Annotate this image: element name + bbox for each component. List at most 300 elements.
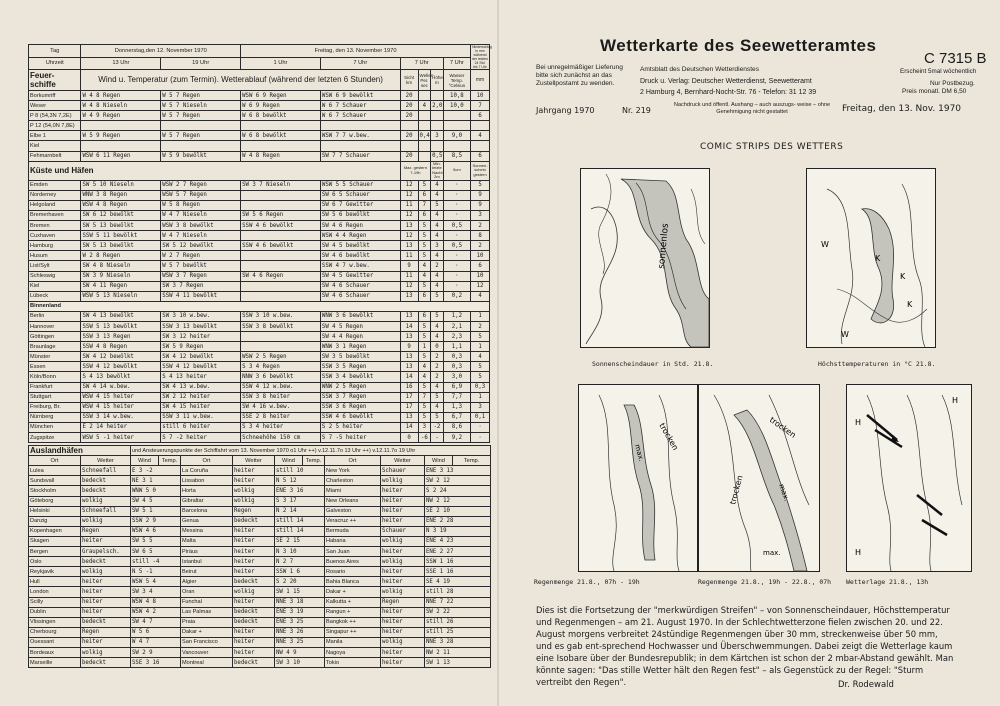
feuer-cell: WSW 7 7 w.bew. [320, 131, 400, 141]
kueste-cell: SW 4 6 Schauer [320, 291, 400, 301]
ausland-wind-temp: E 3 -2 [131, 466, 181, 476]
ausland-ort: San Francisco [181, 637, 233, 647]
kueste-cell: · [443, 261, 470, 271]
binnen-cell: SSW 3 11 w.bew. [161, 412, 241, 422]
ausland-wind-temp: ENE 3 13 [425, 466, 491, 476]
kueste-cell: 5 [418, 221, 431, 231]
map-weather [846, 384, 972, 572]
kueste-cell: SW 6 7 Gewitter [320, 200, 400, 210]
feuer-cell: W 6 8 bewölkt [241, 111, 321, 121]
ausland-ort: Oran [181, 587, 233, 597]
feuer-cell: W 5 7 Regen [161, 111, 241, 121]
ausland-rows [29, 466, 491, 668]
ausland-wind-temp: still -4 [131, 557, 181, 567]
ausland-wetter: heiter [233, 647, 275, 657]
ausland-wetter: heiter [233, 526, 275, 536]
binnen-cell: 9,2 [443, 433, 470, 443]
publication-code: C 7315 B [924, 50, 987, 67]
kueste-cell: SW 5 12 bewölkt [161, 241, 241, 251]
ausland-row [29, 486, 491, 496]
binnen-cell: 0 [431, 342, 444, 352]
binnen-cell: 4 [431, 402, 444, 412]
binnen-cell: 3 [471, 402, 490, 412]
feuer-station: P 12 (54,0N 7,8E) [29, 121, 81, 131]
binnen-row [29, 402, 490, 412]
ausland-wetter: bedeckt [233, 607, 275, 617]
binnen-station: Frankfurt [29, 382, 81, 392]
ausland-ort: Algier [181, 577, 233, 587]
binnen-station: Freiburg, Br. [29, 402, 81, 412]
binnen-cell: SSW 3 6 Regen [320, 402, 400, 412]
binnen-cell: 5 [471, 372, 490, 382]
binnen-cell: S 7 -5 heiter [320, 433, 400, 443]
ausland-ort: Stockholm [29, 486, 81, 496]
kueste-cell: SW 4 6 Schauer [320, 281, 400, 291]
kueste-cell: 6 [418, 190, 431, 200]
ausland-wetter: bedeckt [233, 617, 275, 627]
ausland-wetter: Regen [233, 506, 275, 516]
kueste-cell: SW 3 9 Nieseln [81, 271, 161, 281]
ausland-wetter: heiter [233, 476, 275, 486]
ausland-ort: Istanbul [181, 557, 233, 567]
ausland-wind-temp: W 5 6 [131, 627, 181, 637]
binnen-cell: SW 3 12 heiter [161, 332, 241, 342]
date-1: Donnerstag,den 12. November 1970 [81, 45, 241, 58]
ausland-wind-temp: N 5 12 [275, 476, 325, 486]
ausland-wind-temp: NW 2 11 [425, 647, 491, 657]
kueste-cell: 4 [431, 190, 444, 200]
ausland-row [29, 516, 491, 526]
ausland-ort: Malta [181, 536, 233, 546]
ausland-wetter: heiter [233, 466, 275, 476]
binnen-station: Essen [29, 362, 81, 372]
kueste-cell: SW 4 6 Regen [241, 271, 321, 281]
binnen-cell: 7 [418, 392, 431, 402]
ausland-ort: Oslo [29, 557, 81, 567]
feuer-cell: SW 7 7 Schauer [320, 151, 400, 161]
kueste-station: Emden [29, 180, 81, 190]
ausland-ort: Bahia Blanca [325, 577, 381, 587]
ausland-ort: Lulea [29, 466, 81, 476]
feuer-cell: W 6 8 bewölkt [241, 131, 321, 141]
kueste-cell: 8 [471, 231, 490, 241]
binnen-cell: 9 [400, 342, 418, 352]
ausland-row [29, 476, 491, 486]
ausland-wetter: heiter [81, 536, 131, 546]
feuer-cell [431, 111, 444, 121]
kueste-cell: SW 6 12 bewölkt [81, 210, 161, 220]
binnen-cell: SW 3 10 w.bew. [161, 311, 241, 321]
ausland-wind-temp: ENE 3 16 [275, 486, 325, 496]
ausland-ort: Bergen [29, 547, 81, 557]
ausland-ort: Buenos Aires [325, 557, 381, 567]
ausland-wind-temp: NW 2 12 [425, 496, 491, 506]
binnen-cell: 5 [418, 321, 431, 331]
ausland-row [29, 577, 491, 587]
feuer-station: Weser [29, 101, 81, 111]
feuer-cell: 20 [400, 131, 418, 141]
map-rain-day-svg [579, 385, 697, 571]
binnen-cell: 7,7 [443, 392, 470, 402]
feuer-cell: 20 [400, 91, 418, 101]
ausland-wind-header: Wind [425, 456, 453, 466]
ausland-wetter-header: Wetter [381, 456, 425, 466]
binnen-row [29, 342, 490, 352]
binnen-cell: 6,9 [443, 382, 470, 392]
ausland-ort: Reykjavik [29, 567, 81, 577]
binnen-cell: 13 [400, 362, 418, 372]
binnen-row [29, 372, 490, 382]
binnen-station: Göttingen [29, 332, 81, 342]
binnen-station: München [29, 422, 81, 432]
ausland-wind-temp: SSE 3 16 [131, 658, 181, 668]
ausland-wetter: heiter [381, 617, 425, 627]
ausland-row [29, 567, 491, 577]
ausland-wetter: heiter [233, 567, 275, 577]
ausland-wind-temp: SE 2 10 [425, 506, 491, 516]
map3-max: max. [633, 443, 646, 463]
kueste-cell: SSW 4 6 bewölkt [241, 241, 321, 251]
feuer-cell: WSW 6 9 Regen [241, 91, 321, 101]
ausland-wetter: bedeckt [81, 617, 131, 627]
ausland-subtitle: und Ansteuerungspunkte der Schiffahrt vom 13. November 1970 o1 Uhr ++) v.12.11.7o 13 Uhr ++) v.12.11.7o 19 Uhr [131, 446, 491, 456]
feuer-cell: 10 [471, 91, 490, 101]
binnen-cell: SSW 3 10 w.bew. [241, 311, 321, 321]
kueste-row [29, 291, 490, 301]
feuer-cell: W 4 8 Regen [241, 151, 321, 161]
kueste-cell: 4 [431, 281, 444, 291]
ausland-wind-temp: SW 2 22 [425, 607, 491, 617]
kueste-rows [29, 180, 490, 301]
ausland-ort: Charleston [325, 476, 381, 486]
feuer-cell [161, 141, 241, 151]
ausland-wind-temp: S 2 20 [275, 577, 325, 587]
binnen-cell: SW 4 14 w.bew. [81, 382, 161, 392]
binnen-cell: SSW 4 8 Regen [81, 342, 161, 352]
kueste-cell [241, 251, 321, 261]
binnen-cell: 8,6 [443, 422, 470, 432]
kueste-cell: WSW 5 5 Schauer [320, 180, 400, 190]
binnen-station: Zugspitze [29, 433, 81, 443]
binnen-cell: -2 [431, 422, 444, 432]
ausland-wind-temp: SW 6 5 [131, 547, 181, 557]
ausland-ort: Vlissingen [29, 617, 81, 627]
frequency: Erscheint 5mal wöchentlich [900, 68, 977, 75]
ausland-wind-temp: WSW 4 8 [131, 597, 181, 607]
caption-maxtemp: Höchsttemperaturen in °C 21.8. [818, 360, 936, 368]
ausland-row [29, 627, 491, 637]
kueste-station: Bremerhaven [29, 210, 81, 220]
binnen-station: Köln/Bonn [29, 372, 81, 382]
binnen-cell: SSW 3 8 heiter [241, 392, 321, 402]
kueste-cell: 5 [471, 180, 490, 190]
feuer-cell: W 5 7 Regen [161, 131, 241, 141]
kueste-cell: 4 [431, 231, 444, 241]
svg-text:W: W [821, 240, 829, 249]
time-19: 19 Uhr [161, 57, 241, 70]
ausland-ort: Sundsvall [29, 476, 81, 486]
binnen-cell: SW 4 13 bewölkt [81, 311, 161, 321]
kueste-cell: 4 [418, 261, 431, 271]
kueste-cell: SW 4 6 bewölkt [320, 251, 400, 261]
feuer-cell: W 6 9 Regen [241, 101, 321, 111]
ausland-ort: Barcelona [181, 506, 233, 516]
binnen-cell: SSW 3 14 w.bew. [81, 412, 161, 422]
feuer-cell: WSW 6 11 Regen [81, 151, 161, 161]
ausland-ort: Helsinki [29, 506, 81, 516]
binnen-cell: 4 [431, 332, 444, 342]
feuer-row [29, 101, 490, 111]
map4-max: max. [777, 482, 791, 503]
binnen-row [29, 392, 490, 402]
kueste-cell: 11 [400, 251, 418, 261]
ausland-wetter: wolkig [233, 587, 275, 597]
ausland-ort: Danzig [29, 516, 81, 526]
kueste-cell: · [443, 231, 470, 241]
binnen-row [29, 311, 490, 321]
binnen-cell: 5 [418, 352, 431, 362]
feuer-cell: 9,0 [443, 131, 470, 141]
delivery-note: Bei unregelmäßiger Lieferung bitte sich zunächst an das Zustellpostamt zu wenden. [536, 64, 623, 87]
kueste-cell: 9 [400, 261, 418, 271]
binnen-cell: SSW 4 12 bewölkt [161, 362, 241, 372]
binnen-cell: SSW 3 13 Regen [81, 332, 161, 342]
ausland-wetter: bedeckt [233, 577, 275, 587]
feuer-cell: 0,5 [431, 151, 444, 161]
kueste-cell: SW 5 6 Regen [241, 210, 321, 220]
kueste-cell: WNW 3 8 Regen [81, 190, 161, 200]
map-maxtemp-svg [807, 169, 935, 347]
ausland-ort: San Juan [325, 547, 381, 557]
kueste-row [29, 210, 490, 220]
ausland-wetter: wolkig [233, 486, 275, 496]
binnen-cell: 2 [431, 372, 444, 382]
kueste-row [29, 241, 490, 251]
kueste-cell: SSW 5 11 bewölkt [81, 231, 161, 241]
time-1: 1 Uhr [241, 57, 321, 70]
binnen-cell: 14 [400, 372, 418, 382]
kueste-row [29, 281, 490, 291]
sicht-header: Sicht km [400, 70, 418, 91]
binnen-cell: 4 [431, 321, 444, 331]
binnen-cell: 1 [471, 342, 490, 352]
kueste-row [29, 261, 490, 271]
binnen-cell: 17 [400, 402, 418, 412]
date-2: Freitag, den 13. November 1970 [241, 45, 471, 58]
feuer-cell: W 5 7 Nieseln [161, 101, 241, 111]
ausland-wind-temp: ENE 3 19 [275, 607, 325, 617]
ausland-wind-temp: still 14 [275, 516, 325, 526]
ausland-ort: Singapur ++ [325, 627, 381, 637]
map-maxtemp [806, 168, 936, 348]
ausland-ort: Nagoya [325, 647, 381, 657]
kueste-cell: 3 [471, 210, 490, 220]
binnen-cell: 1 [418, 342, 431, 352]
kueste-cell: 5 [418, 281, 431, 291]
ausland-ort: Marseille [29, 658, 81, 668]
ausland-wind-temp: N 3 19 [425, 526, 491, 536]
address: 2 Hamburg 4, Bernhard-Nocht-Str. 76 - Telefon: 31 12 39 [640, 89, 817, 96]
ausland-wetter: heiter [381, 516, 425, 526]
kueste-station: List/Sylt [29, 261, 81, 271]
kueste-station: Hamburg [29, 241, 81, 251]
ausland-wetter: wolkig [381, 557, 425, 567]
ausland-ort: Lissabon [181, 476, 233, 486]
binnen-cell: 5 [418, 412, 431, 422]
ausland-wetter: bedeckt [81, 658, 131, 668]
jahrgang: Jahrgang 1970 [536, 106, 595, 115]
ausland-wetter: heiter [81, 577, 131, 587]
ausland-wetter: heiter [233, 637, 275, 647]
kueste-cell: 12 [400, 281, 418, 291]
kueste-cell: 4 [431, 221, 444, 231]
binnen-cell: 17 [400, 392, 418, 402]
binnen-cell: SW 4 16 w.bew. [241, 402, 321, 412]
kueste-cell: 2 [471, 221, 490, 231]
issue-date: Freitag, den 13. Nov. 1970 [842, 104, 962, 114]
map-rain-night [698, 384, 820, 572]
binnen-cell: 0,3 [443, 362, 470, 372]
feuer-rows [29, 91, 490, 162]
binnen-cell: WSW 4 15 heiter [81, 392, 161, 402]
ausland-wetter: wolkig [81, 567, 131, 577]
binnen-cell: SW 4 12 bewölkt [81, 352, 161, 362]
article-text: Dies ist die Fortsetzung der "merkwürdigen Streifen" – von Sonnenscheindauer, Höchsttemperatur und Regenmengen – am 21. August 1970. In der Schlechtwetterzone fielen zwischen 20. und 22. August morgens verbreitet 24stündige Regenmengen über 30 mm, streckenweise über 50 mm, und es gab ent-sprechend Hochwasser und Überschwemmungen. Dabei zeigt die Wetterlage kaum eine Isobare über der Bundesrepublik; in dem Kärtchen ist schon der 2 mbar-Abstand gewählt. Man könnte sagen: "Das stille Wetter hält den Regen fest" – als Gegenstück zu der Regel: "Sturm vertreibt den Regen". [536, 605, 954, 687]
kueste-cell: 13 [400, 241, 418, 251]
binnen-cell: WNW 2 5 Regen [320, 382, 400, 392]
caption-rain-night: Regenmenge 21.8., 19h - 22.8., 07h [698, 578, 832, 586]
binnen-cell: SW 5 9 Regen [161, 342, 241, 352]
feuer-station: Kiel [29, 141, 81, 151]
kueste-row [29, 200, 490, 210]
binnen-cell: 0,3 [471, 382, 490, 392]
ausland-wetter: heiter [81, 637, 131, 647]
caption-rain-day: Regenmenge 21.8., 07h - 19h [534, 578, 640, 586]
signature: Dr. Rodewald [838, 680, 894, 690]
kueste-station: Helgoland [29, 200, 81, 210]
binnen-cell: 5 [431, 392, 444, 402]
kueste-cell: SW 4 6 Regen [320, 221, 400, 231]
kueste-cell: · [443, 200, 470, 210]
binnen-station: Nürnberg [29, 412, 81, 422]
max-header: Max. gestern 7-19h [400, 161, 430, 180]
binnen-cell: SSW 4 12 w.bew. [241, 382, 321, 392]
binnen-cell: 6 [418, 311, 431, 321]
min5-header: 5cm [443, 161, 470, 180]
feuer-cell [443, 121, 470, 131]
ausland-table [28, 445, 491, 668]
kueste-cell: SW 4 11 Regen [81, 281, 161, 291]
binnen-cell: SW 4 5 Regen [320, 321, 400, 331]
svg-text:H: H [855, 418, 862, 427]
ausland-ort: Bordeaux [29, 647, 81, 657]
feuer-cell [418, 151, 431, 161]
ausland-ort-header: Ort [181, 456, 233, 466]
ausland-wind-temp: NW 4 9 [275, 647, 325, 657]
ausland-wetter: wolkig [81, 647, 131, 657]
kueste-cell: W 4 7 Nieseln [161, 231, 241, 241]
binnen-cell: 14 [400, 321, 418, 331]
binnen-cell: 5 [431, 412, 444, 422]
sonne-header: Sonnen- schein gestern [471, 161, 490, 180]
ausland-ort: Vancouver [181, 647, 233, 657]
kueste-cell: 0,5 [443, 221, 470, 231]
feuer-cell [400, 121, 418, 131]
binnen-cell: 5 [431, 311, 444, 321]
ausland-wetter: heiter [233, 627, 275, 637]
tag-label: Tag [29, 45, 81, 58]
kueste-cell: SW 6 5 Schauer [320, 190, 400, 200]
ausland-wetter: bedeckt [81, 476, 131, 486]
precip-side-label: Niederschlag in mm während der letzten 24 Std. bis 7 Uhr [472, 45, 492, 69]
masthead-title: Wetterkarte des Seewetteramtes [600, 36, 877, 55]
ausland-wetter: heiter [381, 506, 425, 516]
map4-trocken-a: trocken [767, 415, 798, 440]
ausland-row [29, 496, 491, 506]
feuer-row [29, 121, 490, 131]
feuer-cell: 3 [431, 131, 444, 141]
binnen-cell: 16 [400, 382, 418, 392]
kueste-cell: · [443, 180, 470, 190]
bezug: Nur Postbezug. [930, 80, 975, 87]
nachdruck: Nachdruck und öffentl. Aushang – auch auszugs- weise – ohne Genehmigung nicht gestattet [673, 102, 831, 115]
kueste-cell: W 5 7 bewölkt [161, 261, 241, 271]
ausland-ort: Dublin [29, 607, 81, 617]
ausland-wetter: wolkig [81, 496, 131, 506]
ausland-wetter: heiter [233, 557, 275, 567]
kueste-cell: · [443, 271, 470, 281]
ausland-ort: Miami [325, 486, 381, 496]
kueste-cell: 11 [400, 271, 418, 281]
kueste-cell: 5 [418, 180, 431, 190]
feuer-wind-header: Wind u. Temperatur (zum Termin). Wetterablauf (während der letzten 6 Stunden) [81, 70, 400, 91]
feuer-cell [471, 141, 490, 151]
kueste-row [29, 180, 490, 190]
kueste-cell: WSW 3 8 bewölkt [161, 221, 241, 231]
kueste-cell: 9 [471, 190, 490, 200]
ausland-wind-temp: SE 4 19 [425, 577, 491, 587]
kueste-cell: W 2 7 Regen [161, 251, 241, 261]
ausland-wind-header: Wind [131, 456, 159, 466]
binnen-cell: 13 [400, 352, 418, 362]
feuer-cell: 10,0 [443, 101, 470, 111]
ausland-wetter: wolkig [381, 587, 425, 597]
kueste-cell: 5 [431, 200, 444, 210]
feuer-cell: W 6 7 Schauer [320, 101, 400, 111]
binnen-cell: SW 4 15 heiter [161, 402, 241, 412]
ausland-wind-temp: SSE 1 16 [425, 567, 491, 577]
binnen-cell: SSW 3 8 bewölkt [241, 321, 321, 331]
ausland-temp-header: Temp. [159, 456, 181, 466]
ausland-header-row [29, 456, 491, 466]
ausland-wind-temp: N 2 7 [275, 557, 325, 567]
ausland-wind-temp: ENE 2 28 [425, 516, 491, 526]
ausland-wetter: Schneefall [81, 466, 131, 476]
ausland-wetter: Graupelsch. [81, 547, 131, 557]
ausland-wind-temp: NE 3 1 [131, 476, 181, 486]
feuer-cell: W 5 9 bewölkt [161, 151, 241, 161]
binnen-cell: SSW 5 13 bewölkt [81, 321, 161, 331]
ausland-ort-header: Ort [29, 456, 81, 466]
svg-text:K: K [875, 254, 881, 263]
feuer-cell [471, 121, 490, 131]
ausland-wind-temp: N 5 -1 [131, 567, 181, 577]
ausland-wind-temp: still 26 [425, 617, 491, 627]
ausland-ort: Bermuda [325, 526, 381, 536]
ausland-ort: Dakar + [325, 587, 381, 597]
feuer-cell: 20 [400, 111, 418, 121]
hoehe-header: Höhe m [431, 70, 444, 91]
